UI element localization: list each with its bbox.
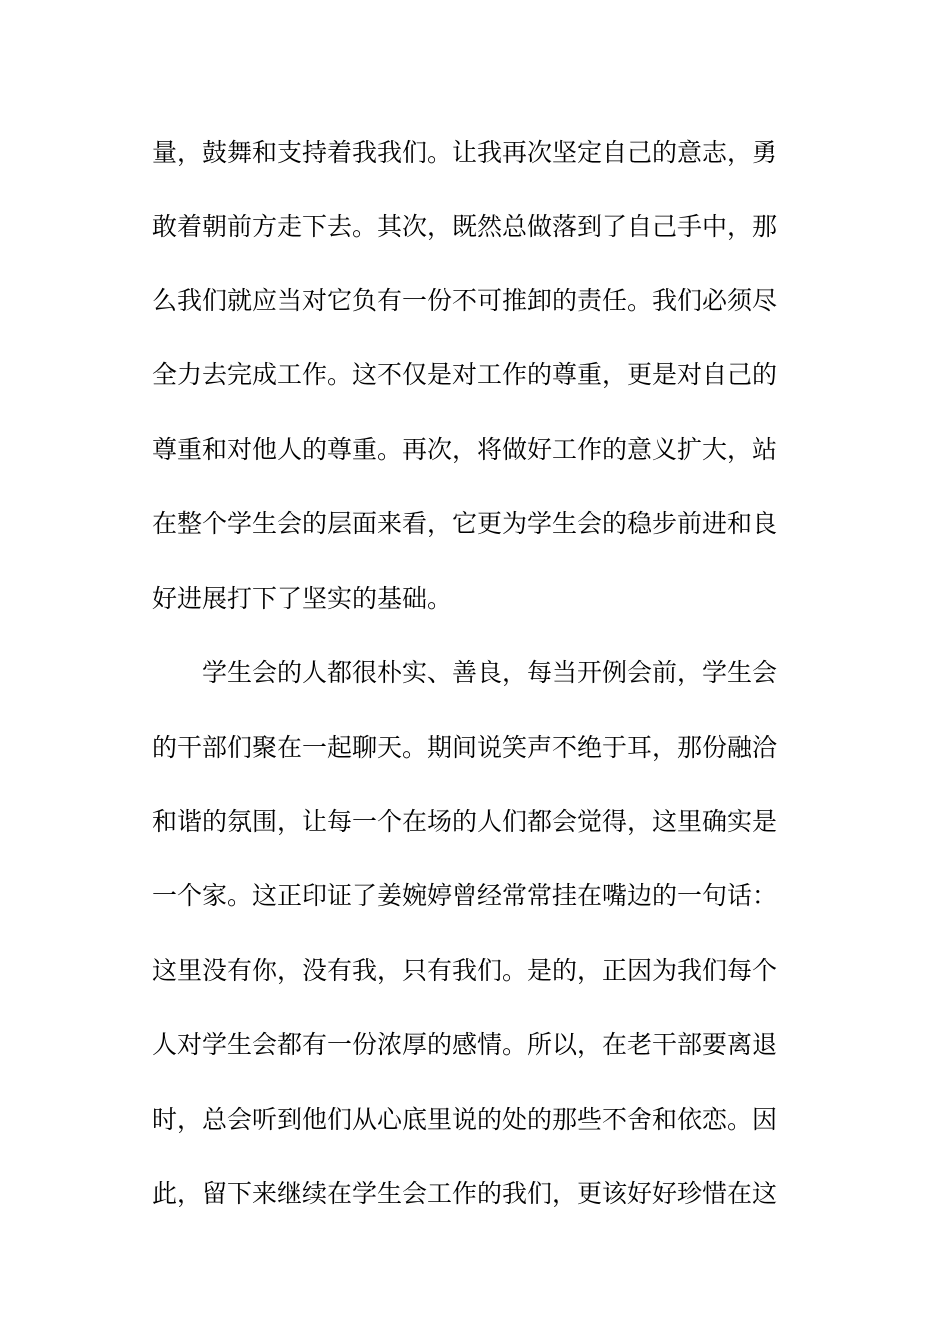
text-line: 的干部们聚在一起聊天。期间说笑声不绝于耳，那份融洽 <box>152 733 778 762</box>
text-line: 敢着朝前方走下去。其次，既然总做落到了自己手中，那 <box>152 212 778 241</box>
text-line: 好进展打下了坚实的基础。 <box>152 584 453 613</box>
text-line: 么我们就应当对它负有一份不可推卸的责任。我们必须尽 <box>152 286 778 315</box>
text-line: 一个家。这正印证了姜婉婷曾经常常挂在嘴边的一句话： <box>152 881 778 910</box>
text-line: 尊重和对他人的尊重。再次，将做好工作的意义扩大，站 <box>152 435 778 464</box>
text-line: 和谐的氛围，让每一个在场的人们都会觉得，这里确实是 <box>152 807 778 836</box>
text-line: 这里没有你，没有我，只有我们。是的，正因为我们每个 <box>152 956 778 985</box>
text-line: 量，鼓舞和支持着我我们。让我再次坚定自己的意志，勇 <box>152 138 778 167</box>
text-line: 全力去完成工作。这不仅是对工作的尊重，更是对自己的 <box>152 360 778 389</box>
paragraph-first-line: 学生会的人都很朴实、善良，每当开例会前，学生会 <box>202 658 778 687</box>
text-line: 此，留下来继续在学生会工作的我们，更该好好珍惜在这 <box>152 1179 778 1208</box>
text-line: 在整个学生会的层面来看，它更为学生会的稳步前进和良 <box>152 509 778 538</box>
text-line: 人对学生会都有一份浓厚的感情。所以，在老干部要离退 <box>152 1030 778 1059</box>
text-line: 时，总会听到他们从心底里说的处的那些不舍和依恋。因 <box>152 1105 778 1134</box>
